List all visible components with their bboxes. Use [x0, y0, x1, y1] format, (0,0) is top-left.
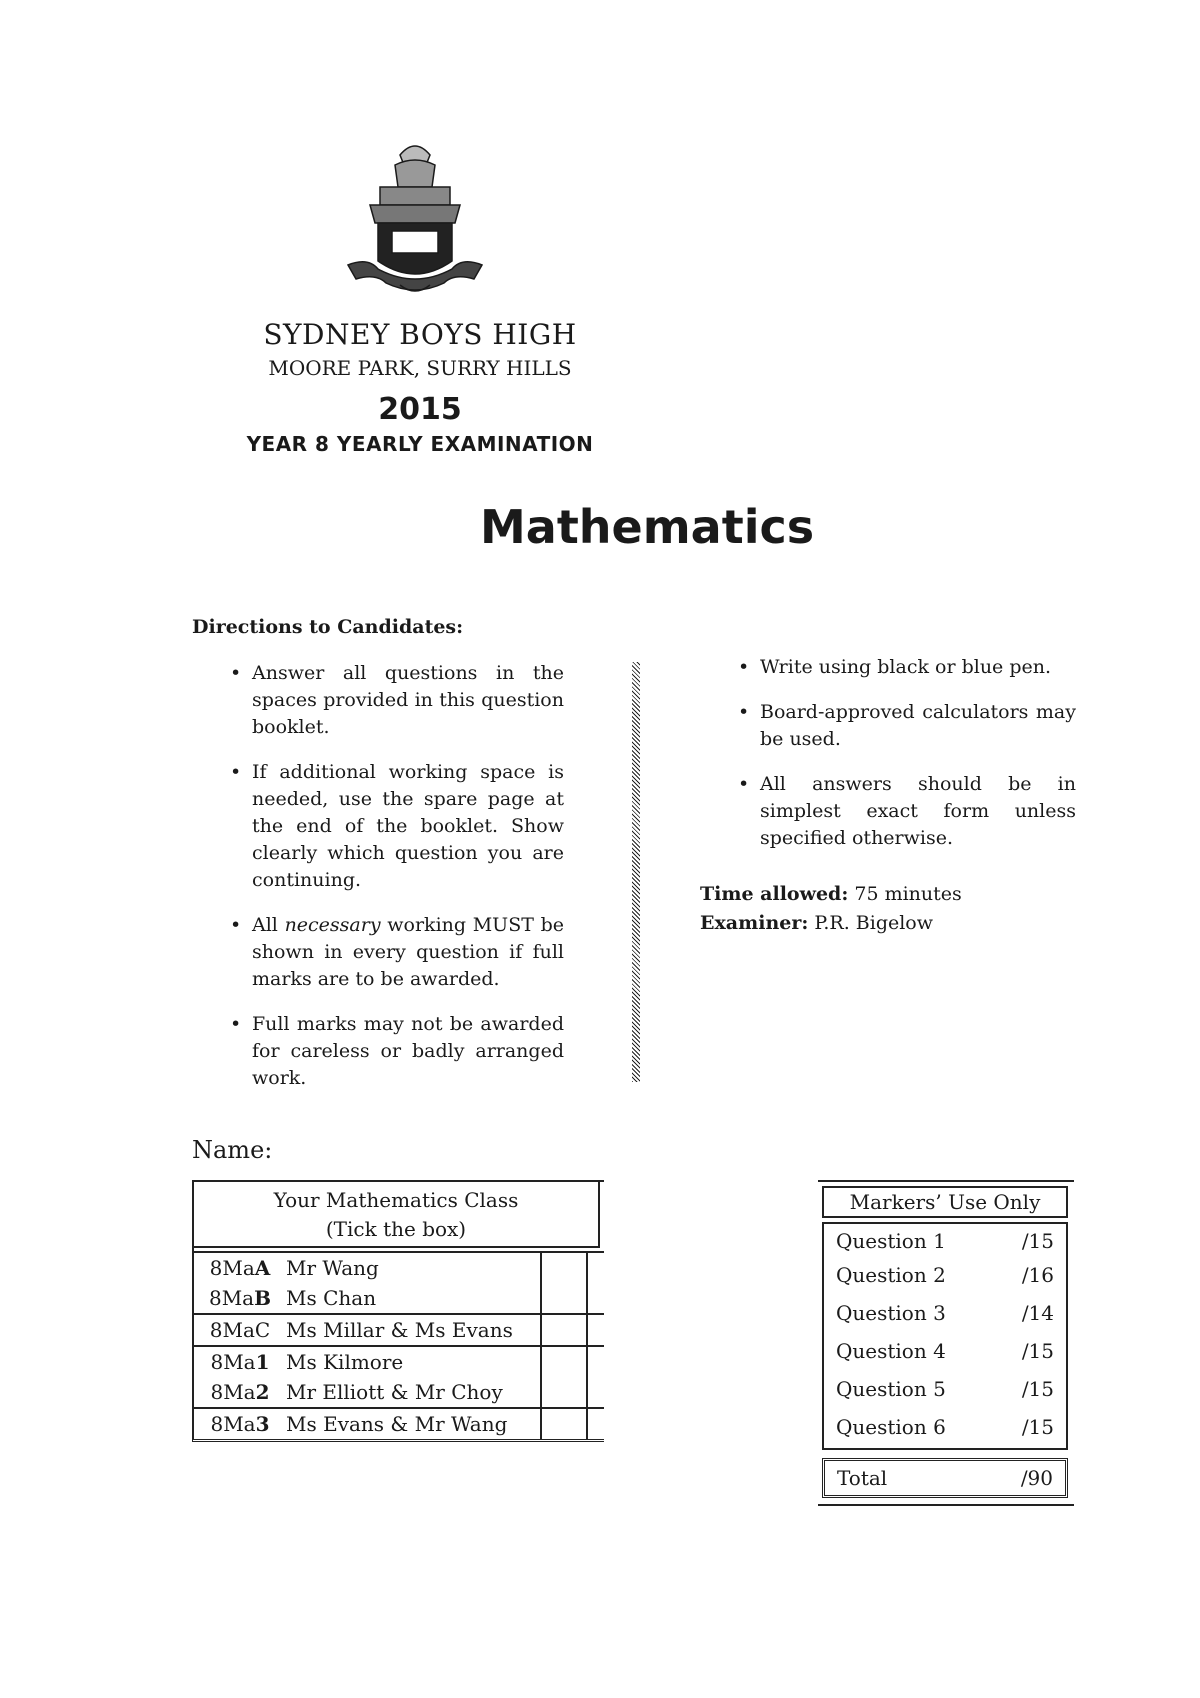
class-tick-box[interactable]: [540, 1315, 588, 1345]
question-max: /15: [1021, 1229, 1054, 1253]
time-value: 75 minutes: [854, 883, 962, 905]
markers-total-box: [822, 1458, 1068, 1498]
examiner-value: P.R. Bigelow: [814, 912, 934, 934]
question-max: /16: [1021, 1263, 1054, 1287]
class-group: [194, 1407, 604, 1439]
exam-meta: [700, 880, 962, 938]
question-label: Question 4: [836, 1339, 946, 1363]
name-label: Name:: [192, 1136, 273, 1164]
question-max: /14: [1021, 1301, 1054, 1325]
question-max: /15: [1021, 1339, 1054, 1363]
markers-row: [824, 1226, 1066, 1256]
direction-item: • Board-approved calculators may be used.: [736, 699, 1076, 753]
class-teacher: Ms Kilmore: [286, 1350, 404, 1374]
total-max: /90: [1020, 1466, 1053, 1490]
direction-item: • All answers should be in simplest exact form unless specified otherwise.: [736, 771, 1076, 852]
class-code-prefix: 8Ma: [209, 1256, 255, 1280]
class-code: [194, 1347, 286, 1377]
class-code: [194, 1283, 286, 1313]
class-code-suffix: 1: [255, 1350, 270, 1374]
direction-item: • If additional working space is needed, use the spare page at the end of the booklet. Show clearly which question you are continuing.: [228, 759, 564, 894]
class-code-suffix: C: [254, 1318, 271, 1342]
exam-year: 2015: [378, 392, 462, 427]
class-tick-box[interactable]: [540, 1283, 588, 1313]
question-label: Question 5: [836, 1377, 946, 1401]
class-row: [194, 1315, 604, 1345]
total-label: Total: [837, 1466, 888, 1490]
exam-title: YEAR 8 YEARLY EXAMINATION: [246, 432, 594, 456]
class-teacher: Mr Elliott & Mr Choy: [286, 1380, 503, 1404]
question-label: Question 1: [836, 1229, 946, 1253]
question-label: Question 6: [836, 1415, 946, 1439]
direction-text: All: [252, 914, 285, 936]
class-selection-table: [192, 1180, 604, 1442]
markers-table: [818, 1180, 1074, 1506]
class-code: [194, 1253, 286, 1283]
markers-row: [824, 1370, 1066, 1408]
markers-row: [824, 1408, 1066, 1446]
direction-item: • Answer all questions in the spaces provided in this question booklet.: [228, 660, 564, 741]
class-teacher: Mr Wang: [286, 1256, 379, 1280]
direction-item: [228, 912, 564, 993]
class-tick-box[interactable]: [540, 1377, 588, 1407]
class-group: [194, 1345, 604, 1407]
markers-row: [824, 1294, 1066, 1332]
markers-total-row: [825, 1461, 1065, 1495]
direction-text: working MUST be shown in every question if full marks are to be awarded.: [252, 914, 564, 990]
class-code-suffix: B: [254, 1286, 272, 1310]
class-row: [194, 1409, 604, 1439]
class-code-prefix: 8Ma: [209, 1318, 255, 1342]
emphasis-necessary: necessary: [284, 914, 381, 936]
markers-row: [824, 1256, 1066, 1294]
directions-left-column: [228, 660, 564, 1110]
question-label: Question 2: [836, 1263, 946, 1287]
subject-title: Mathematics: [480, 500, 815, 554]
directions-heading: Directions to Candidates:: [192, 616, 464, 638]
class-table-title: Your Mathematics Class: [273, 1188, 519, 1212]
question-label: Question 3: [836, 1301, 946, 1325]
school-crest-logo: [340, 135, 490, 305]
class-tick-box[interactable]: [540, 1409, 588, 1439]
class-code: [194, 1377, 286, 1407]
class-tick-box[interactable]: [540, 1347, 588, 1377]
class-code-suffix: A: [254, 1256, 271, 1280]
class-code-prefix: 8Ma: [208, 1286, 255, 1310]
class-group: [194, 1251, 604, 1313]
class-code-prefix: 8Ma: [210, 1350, 256, 1374]
markers-row: [824, 1332, 1066, 1370]
class-code-prefix: 8Ma: [210, 1412, 256, 1436]
class-row: [194, 1283, 604, 1313]
class-teacher: Ms Evans & Mr Wang: [286, 1412, 508, 1436]
time-label: Time allowed:: [700, 883, 849, 905]
class-table-subtitle: (Tick the box): [325, 1217, 467, 1241]
markers-table-title: Markers’ Use Only: [822, 1186, 1068, 1218]
class-teacher: Ms Millar & Ms Evans: [286, 1318, 513, 1342]
time-allowed: [700, 880, 962, 909]
question-max: /15: [1021, 1377, 1054, 1401]
class-tick-box[interactable]: [540, 1253, 588, 1283]
class-code-suffix: 3: [255, 1412, 270, 1436]
class-row: [194, 1347, 604, 1377]
examiner-label: Examiner:: [700, 912, 809, 934]
class-code-prefix: 8Ma: [210, 1380, 256, 1404]
column-divider: [632, 662, 640, 1082]
directions-right-column: [736, 654, 1076, 870]
direction-item: • Full marks may not be awarded for careless or badly arranged work.: [228, 1011, 564, 1092]
class-row: [194, 1253, 604, 1283]
class-code: [194, 1315, 286, 1345]
school-name: SYDNEY BOYS HIGH: [263, 318, 577, 351]
class-teacher: Ms Chan: [286, 1286, 377, 1310]
direction-item: • Write using black or blue pen.: [736, 654, 1076, 681]
question-max: /15: [1021, 1415, 1054, 1439]
class-code-suffix: 2: [255, 1380, 270, 1404]
class-row: [194, 1377, 604, 1407]
class-table-header: [194, 1182, 600, 1248]
class-code: [194, 1409, 286, 1439]
examiner: [700, 909, 962, 938]
markers-question-box: [822, 1222, 1068, 1450]
class-group: [194, 1313, 604, 1345]
school-location: MOORE PARK, SURRY HILLS: [268, 356, 572, 380]
